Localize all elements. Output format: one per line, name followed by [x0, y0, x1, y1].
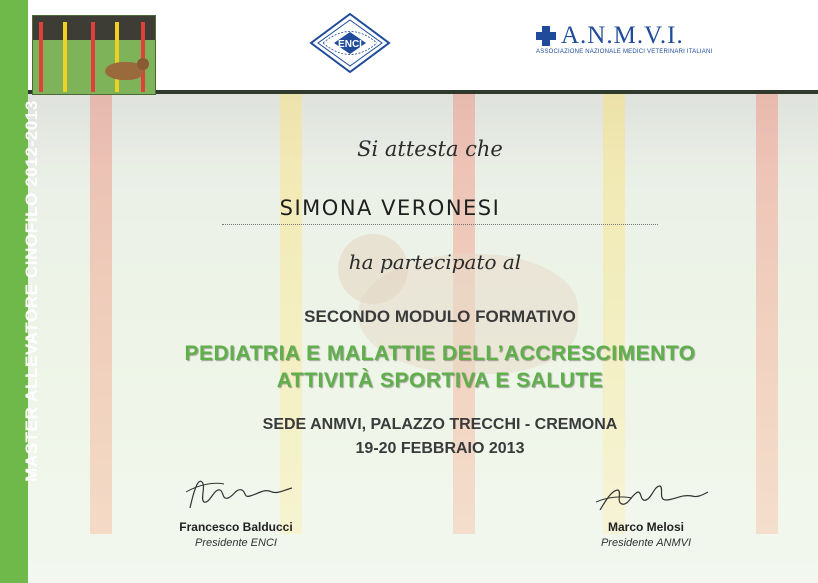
enci-logo: [309, 12, 391, 74]
participation-line: ha partecipato al: [348, 250, 522, 274]
event-date: 19-20 FEBBRAIO 2013: [355, 440, 525, 457]
signer-name-1: Francesco Balducci: [179, 520, 293, 534]
side-band-text: MASTER ALLEVATORE CINOFILO 2012-2013: [22, 100, 41, 482]
cross-icon: [536, 26, 556, 46]
anmvi-name: A.N.M.V.I.: [561, 22, 684, 49]
course-title-line1: PEDIATRIA E MALATTIE DELL’ACCRESCIMENTO: [184, 342, 696, 365]
side-band: [0, 0, 41, 583]
signature-balducci: [180, 470, 300, 512]
agility-photo-thumbnail: [32, 15, 156, 95]
recipient-underline: [222, 224, 658, 225]
course-title-line2: ATTIVITÀ SPORTIVA E SALUTE: [276, 369, 604, 392]
attesta-line: Si attesta che: [357, 137, 503, 161]
recipient-name: SIMONA VERONESI: [279, 196, 501, 220]
anmvi-subtitle: ASSOCIAZIONE NAZIONALE MEDICI VETERINARI ITALIANI: [536, 49, 713, 55]
signer-role-1: Presidente ENCI: [195, 537, 277, 549]
signature-melosi: [592, 476, 712, 516]
enci-logo-text: ENCI: [338, 39, 362, 50]
signer-role-2: Presidente ANMVI: [600, 537, 692, 549]
module-title: SECONDO MODULO FORMATIVO: [304, 307, 576, 326]
signer-name-2: Marco Melosi: [607, 520, 685, 534]
venue: SEDE ANMVI, PALAZZO TRECCHI - CREMONA: [262, 416, 618, 433]
